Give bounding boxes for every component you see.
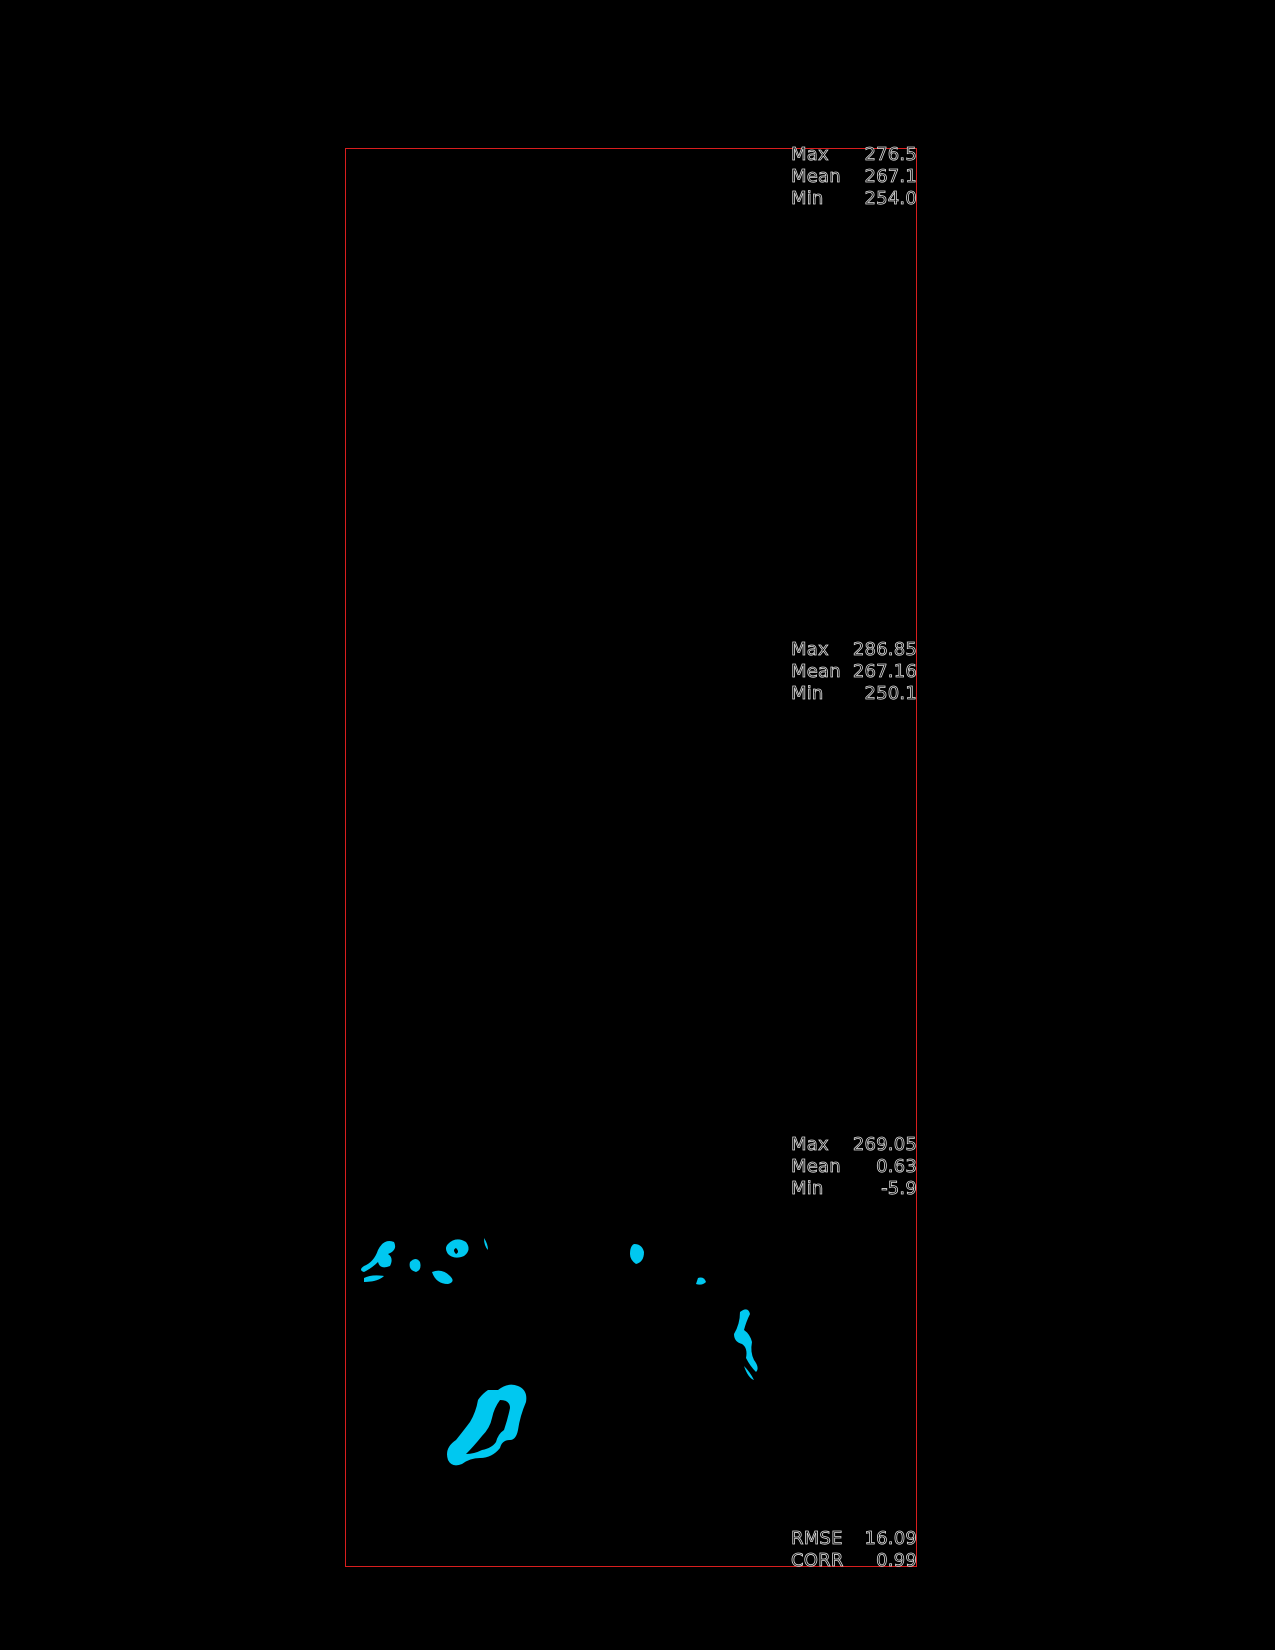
stat-label: Max [791,639,829,660]
stat-value: 276.5 [864,144,917,165]
stat-label: Mean [791,166,841,187]
metric-value: 16.09 [864,1528,917,1549]
stat-label: Min [791,1178,824,1199]
highlight-blob [484,1238,488,1250]
highlight-blob [630,1244,644,1264]
highlight-blob [432,1271,453,1284]
stat-value: 286.85 [852,639,917,660]
stat-label: Mean [791,1156,841,1177]
stat-value: 250.1 [864,683,917,704]
stat-label: Mean [791,661,841,682]
stat-label: Max [791,144,829,165]
stat-value: 269.05 [852,1134,917,1155]
stat-label: Min [791,188,824,209]
stat-value: 254.0 [864,188,917,209]
highlight-blob [447,1385,526,1466]
stat-label: Min [791,683,824,704]
highlight-blob [364,1275,384,1282]
metric-label: RMSE [791,1528,843,1549]
highlight-blob [410,1259,421,1272]
highlight-blob [734,1309,758,1372]
stat-value: -5.9 [881,1178,917,1199]
highlight-blob [361,1241,395,1272]
highlight-blob [696,1278,706,1285]
highlight-blob [446,1239,469,1257]
stat-value: 267.1 [864,166,917,187]
stat-value: 0.63 [876,1156,917,1177]
metric-value: 0.99 [876,1550,917,1571]
stat-value: 267.16 [852,661,917,682]
metric-label: CORR [791,1550,844,1571]
stat-label: Max [791,1134,829,1155]
